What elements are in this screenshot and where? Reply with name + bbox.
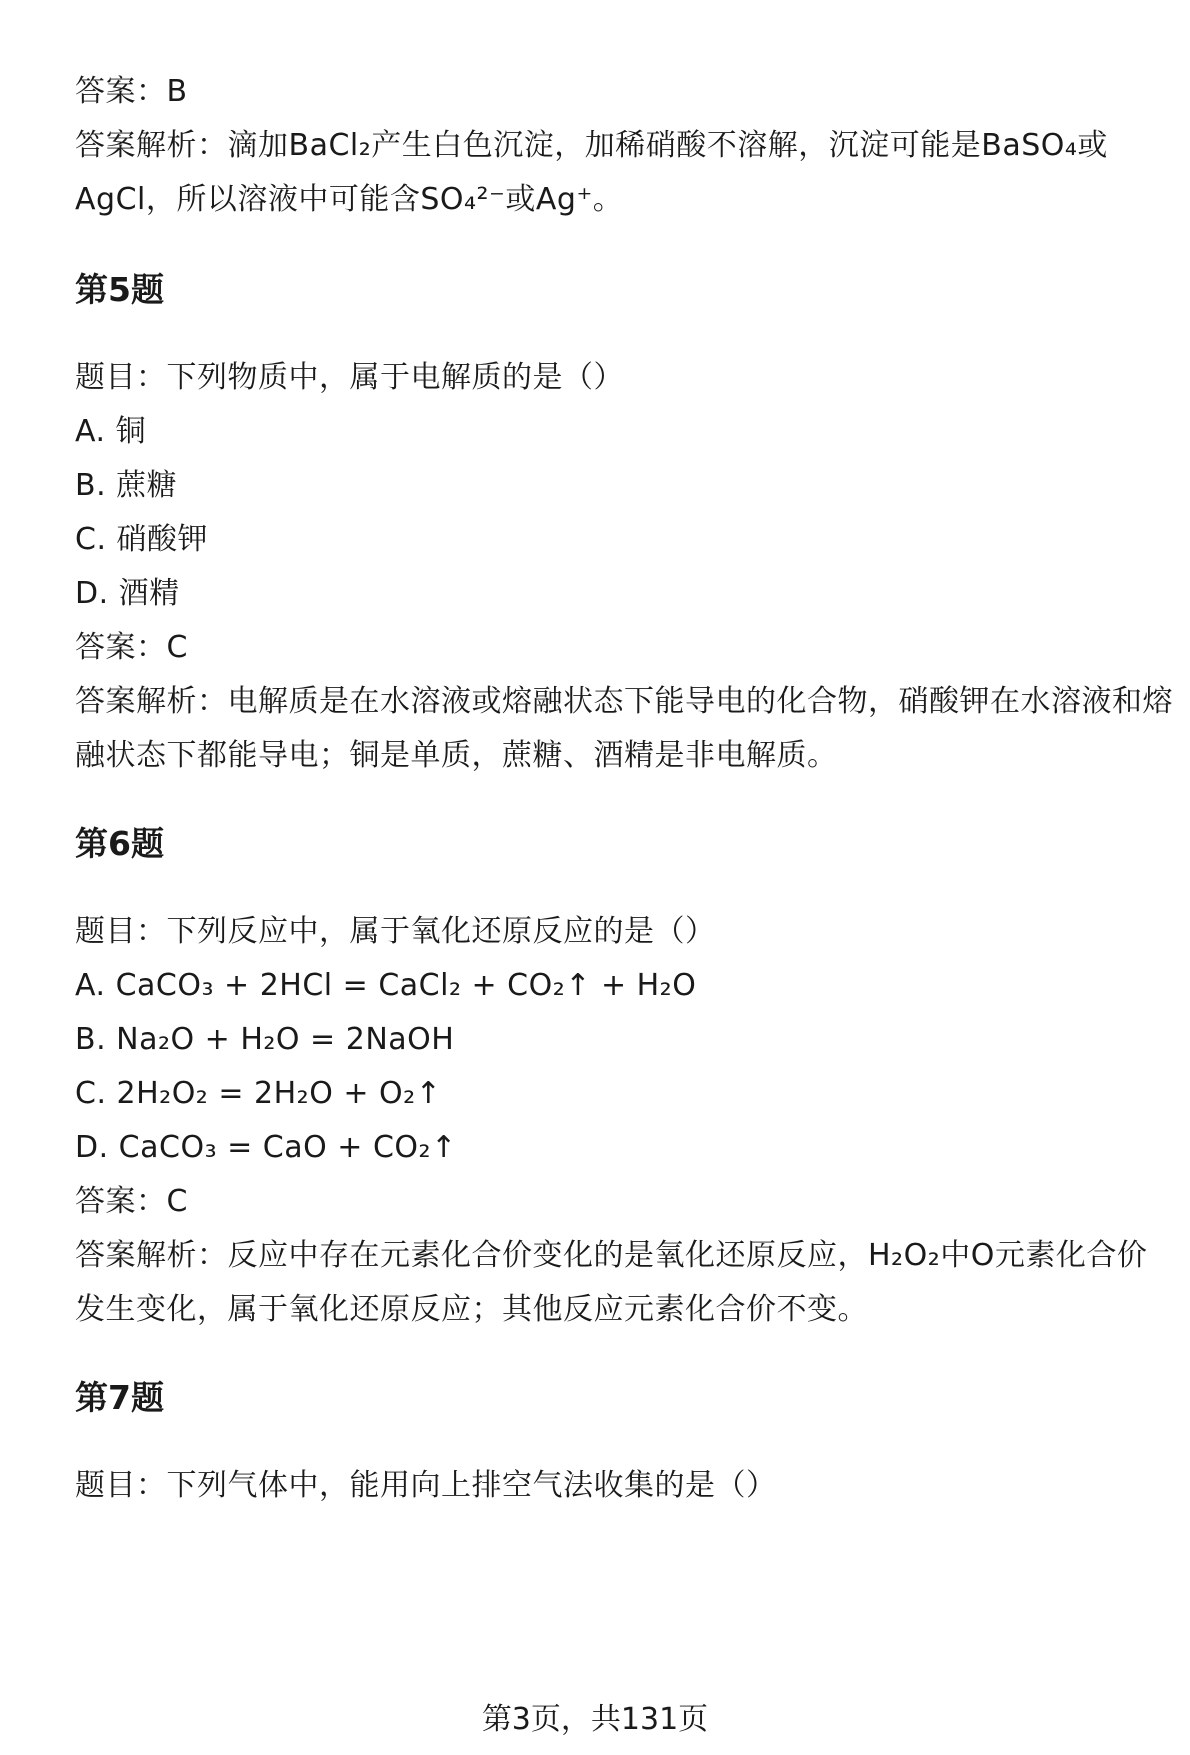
page-number-footer: 第3页，共131页 xyxy=(481,1702,709,1737)
prev-analysis-line-2: AgCl，所以溶液中可能含SO₄²⁻或Ag⁺。 xyxy=(75,182,624,217)
question-5-analysis-line-2: 融状态下都能导电；铜是单质，蔗糖、酒精是非电解质。 xyxy=(75,738,838,773)
question-6-option-b: B. Na₂O + H₂O = 2NaOH xyxy=(75,1022,455,1057)
question-5-analysis-line-1: 答案解析：电解质是在水溶液或熔融状态下能导电的化合物，硝酸钾在水溶液和熔 xyxy=(75,684,1173,719)
question-6-stem: 题目：下列反应中，属于氧化还原反应的是（） xyxy=(75,914,716,949)
question-5-option-c: C. 硝酸钾 xyxy=(75,522,209,557)
question-6-option-a: A. CaCO₃ + 2HCl = CaCl₂ + CO₂↑ + H₂O xyxy=(75,968,697,1003)
prev-analysis-line-1: 答案解析：滴加BaCl₂产生白色沉淀，加稀硝酸不溶解，沉淀可能是BaSO₄或 xyxy=(75,128,1108,163)
question-5-answer: 答案：C xyxy=(75,630,188,665)
question-7-heading: 第7题 xyxy=(75,1378,164,1417)
question-6-option-c: C. 2H₂O₂ = 2H₂O + O₂↑ xyxy=(75,1076,442,1111)
question-6-option-d: D. CaCO₃ = CaO + CO₂↑ xyxy=(75,1130,457,1165)
question-6-heading: 第6题 xyxy=(75,824,164,863)
prev-answer: 答案：B xyxy=(75,74,188,109)
question-6-analysis-line-2: 发生变化，属于氧化还原反应；其他反应元素化合价不变。 xyxy=(75,1292,868,1327)
question-5-option-b: B. 蔗糖 xyxy=(75,468,178,503)
question-6-analysis-line-1: 答案解析：反应中存在元素化合价变化的是氧化还原反应，H₂O₂中O元素化合价 xyxy=(75,1238,1148,1273)
question-5-heading: 第5题 xyxy=(75,270,164,309)
question-7-stem: 题目：下列气体中，能用向上排空气法收集的是（） xyxy=(75,1468,777,1503)
question-5-option-d: D. 酒精 xyxy=(75,576,180,611)
question-5-option-a: A. 铜 xyxy=(75,414,147,449)
question-6-answer: 答案：C xyxy=(75,1184,188,1219)
question-5-stem: 题目：下列物质中，属于电解质的是（） xyxy=(75,360,624,395)
